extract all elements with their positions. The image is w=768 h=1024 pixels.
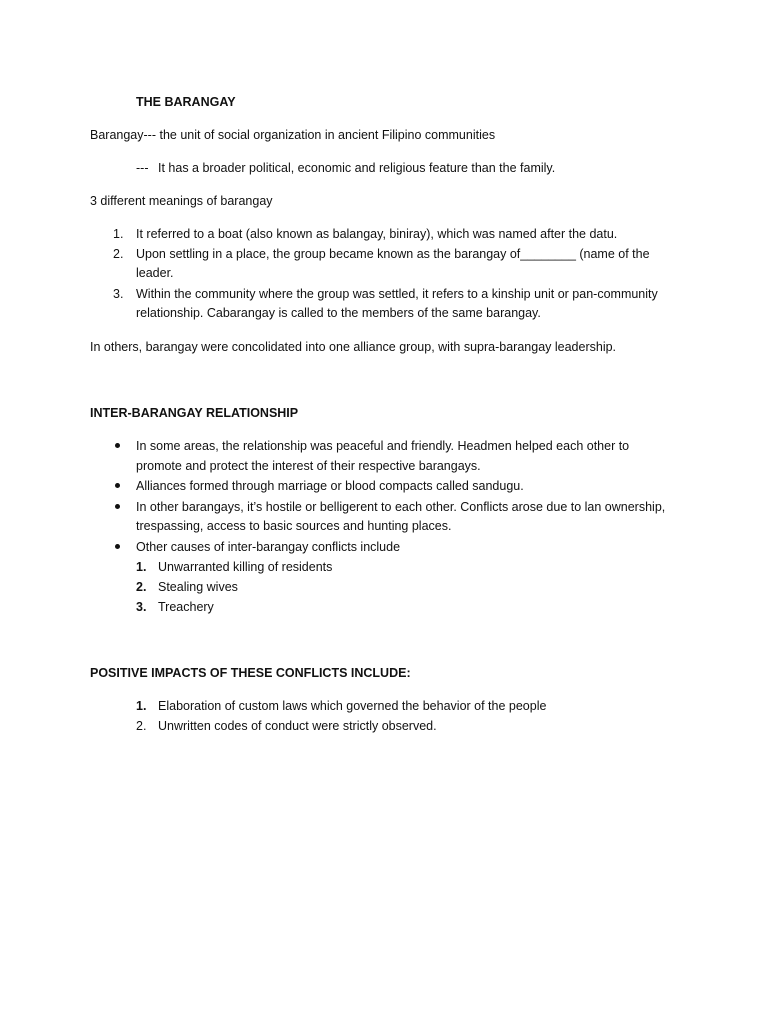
meanings-heading: 3 different meanings of barangay [90, 194, 273, 208]
list-number: 3. [136, 600, 147, 614]
page-title: THE BARANGAY [136, 95, 236, 109]
list-number: 2. [136, 719, 147, 733]
list-item-text: Stealing wives [158, 580, 238, 594]
sub-note-text: It has a broader political, economic and religious feature than the family. [158, 161, 556, 175]
list-item-text: Elaboration of custom laws which governed the behavior of the people [158, 699, 547, 713]
bullet-icon [115, 443, 120, 448]
definition-paragraph: Barangay--- the unit of social organization in ancient Filipino communities [90, 128, 496, 142]
bullet-icon [115, 504, 120, 509]
list-item-text: Treachery [158, 600, 214, 614]
list-number: 3. [113, 287, 124, 301]
list-item-text: Unwritten codes of conduct were strictly observed. [158, 719, 437, 733]
list-item-text-continued: trespassing, access to basic sources and hunting places. [136, 519, 452, 533]
inter-barangay-heading: INTER-BARANGAY RELATIONSHIP [90, 406, 299, 420]
others-paragraph: In others, barangay were concolidated into one alliance group, with supra-barangay leadership. [90, 340, 617, 354]
list-item-text-continued: promote and protect the interest of their respective barangays. [136, 459, 481, 473]
positive-impacts-heading: POSITIVE IMPACTS OF THESE CONFLICTS INCLUDE: [90, 666, 411, 680]
list-number: 2. [136, 580, 147, 594]
list-item-text: In other barangays, it’s hostile or belligerent to each other. Conflicts arose due to lan ownership, [136, 500, 666, 514]
list-item-text: It referred to a boat (also known as balangay, biniray), which was named after the datu. [136, 227, 618, 241]
bullet-icon [115, 483, 120, 488]
list-item-text-continued: relationship. Cabarangay is called to the members of the same barangay. [136, 306, 541, 320]
list-item-text: Unwarranted killing of residents [158, 560, 333, 574]
list-item-text: Other causes of inter-barangay conflicts include [136, 540, 401, 554]
list-item-text: Within the community where the group was settled, it refers to a kinship unit or pan-community [136, 287, 658, 301]
list-item-text: Upon settling in a place, the group became known as the barangay of________ (name of the [136, 247, 650, 261]
list-number: 1. [113, 227, 124, 241]
list-item-text: In some areas, the relationship was peaceful and friendly. Headmen helped each other to [136, 439, 630, 453]
list-number: 2. [113, 247, 124, 261]
list-item-text: Alliances formed through marriage or blood compacts called sandugu. [136, 479, 524, 493]
list-number: 1. [136, 560, 147, 574]
list-number: 1. [136, 699, 147, 713]
sub-note-marker: --- [136, 161, 149, 175]
list-item-text-continued: leader. [136, 266, 174, 280]
bullet-icon [115, 544, 120, 549]
